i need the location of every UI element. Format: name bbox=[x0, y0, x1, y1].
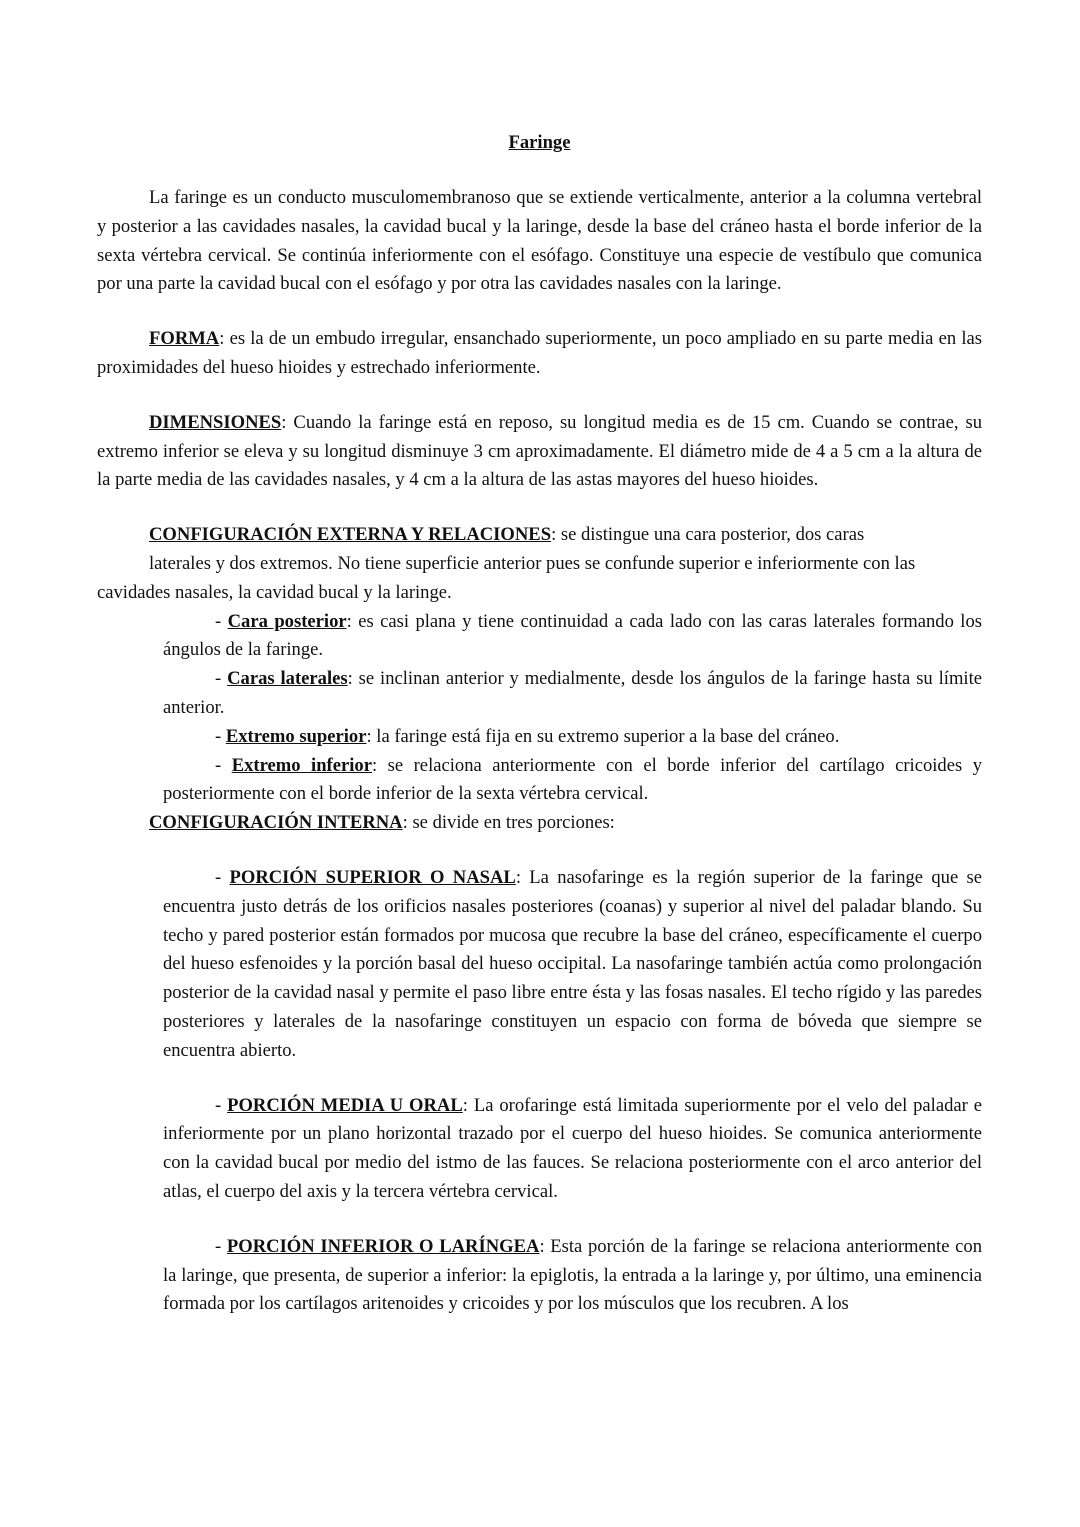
externa-item: - Caras laterales: se inclinan anterior y medialmente, desde los ángulos de la faringe hasta su límite anterior. bbox=[163, 668, 982, 718]
externa-item: - Extremo inferior: se relaciona anteriormente con el borde inferior del cartílago cricoides y posteriormente con el borde inferior de la sexta vértebra cervical. bbox=[163, 754, 982, 805]
portion-label: PORCIÓN MEDIA U ORAL bbox=[227, 1094, 463, 1116]
dimensiones-text: : Cuando la faringe está en reposo, su longitud media es de 15 cm. Cuando se contrae, su extremo inferior se eleva y su longitud disminuye 3 cm aproximadamente. El diámetro mide de 4 a 5 cm a la altura de la parte media de las cavidades nasales, y 4 cm a la altura de las astas mayores del hueso hioides. bbox=[97, 411, 982, 491]
interna-text: : se divide en tres porciones: bbox=[402, 812, 615, 834]
intro-paragraph: La faringe es un conducto musculomembranoso que se extiende verticalmente, anterior a la columna vertebral y posterior a las cavidades nasales, la cavidad bucal y la laringe, desde la base del cráneo hasta el borde inferior de la sexta vértebra cervical. Se continúa inferiormente con el esófago. Constituye una especie de vestíbulo que comunica por una parte la cavidad bucal con el esófago y por otra las cavidades nasales con la laringe. bbox=[97, 187, 982, 295]
item-label: Cara posterior bbox=[227, 610, 347, 632]
page-title: Faringe bbox=[508, 132, 571, 153]
forma-paragraph bbox=[97, 325, 982, 383]
dimensiones-paragraph bbox=[97, 409, 982, 495]
item-label: Extremo inferior bbox=[231, 754, 372, 776]
forma-text: : es la de un embudo irregular, ensanchado superiormente, un poco ampliado en su parte media en las proximidades del hueso hioides y estrechado inferiormente. bbox=[97, 328, 982, 378]
externa-line-1 bbox=[97, 521, 982, 550]
portion-label: PORCIÓN INFERIOR O LARÍNGEA bbox=[226, 1235, 540, 1257]
forma-heading: FORMA bbox=[149, 328, 220, 350]
portion-paragraph: - PORCIÓN SUPERIOR O NASAL: La nasofaringe es la región superior de la faringe que se encuentra justo detrás de los orificios nasales posteriores (coanas) y superior al nivel del paladar blando. Su techo y pared posterior están formados por mucosa que recubre la base del cráneo, específicamente el cuerpo del hueso esfenoides y la porción basal del hueso occipital. La nasofaringe también actúa como prolongación posterior de la cavidad nasal y permite el paso libre entre ésta y las fosas nasales. El techo rígido y las paredes posteriores y laterales de la nasofaringe constituyen un espacio con forma de bóveda que siempre se encuentra abierto. bbox=[163, 866, 982, 1061]
externa-section bbox=[97, 521, 982, 809]
portion-paragraph: - PORCIÓN MEDIA U ORAL: La orofaringe está limitada superiormente por el velo del paladar e inferiormente por un plano horizontal trazado por el cuerpo del hueso hioides. Se comunica anteriormente con la cavidad bucal por medio del istmo de las fauces. Se relaciona posteriormente con el arco anterior del atlas, el cuerpo del axis y la tercera vértebra cervical. bbox=[163, 1094, 983, 1202]
externa-line-2: laterales y dos extremos. No tiene superficie anterior pues se confunde superior e inferiormente con las bbox=[149, 552, 916, 574]
externa-text-1: : se distingue una cara posterior, dos caras bbox=[551, 524, 865, 546]
portion-label: PORCIÓN SUPERIOR O NASAL bbox=[229, 866, 516, 888]
externa-item: - Cara posterior: es casi plana y tiene continuidad a cada lado con las caras laterales formando los ángulos de la faringe. bbox=[163, 610, 983, 661]
dimensiones-heading: DIMENSIONES bbox=[149, 411, 282, 433]
item-label: Caras laterales bbox=[227, 668, 348, 690]
document-page bbox=[97, 128, 982, 1319]
externa-line-3: cavidades nasales, la cavidad bucal y la laringe. bbox=[97, 581, 452, 603]
portion-paragraph: - PORCIÓN INFERIOR O LARÍNGEA: Esta porción de la faringe se relaciona anteriormente con la laringe, que presenta, de superior a inferior: la epiglotis, la entrada a la laringe y, por último, una eminencia formada por los cartílagos aritenoides y cricoides y por los músculos que los recubren. A los bbox=[163, 1235, 982, 1315]
externa-heading: CONFIGURACIÓN EXTERNA Y RELACIONES bbox=[149, 524, 552, 546]
externa-item: - Extremo superior: la faringe está fija en su extremo superior a la base del cráneo. bbox=[215, 725, 840, 747]
item-label: Extremo superior bbox=[225, 725, 367, 747]
interna-heading: CONFIGURACIÓN INTERNA bbox=[149, 812, 403, 834]
interna-heading-line bbox=[97, 809, 982, 838]
